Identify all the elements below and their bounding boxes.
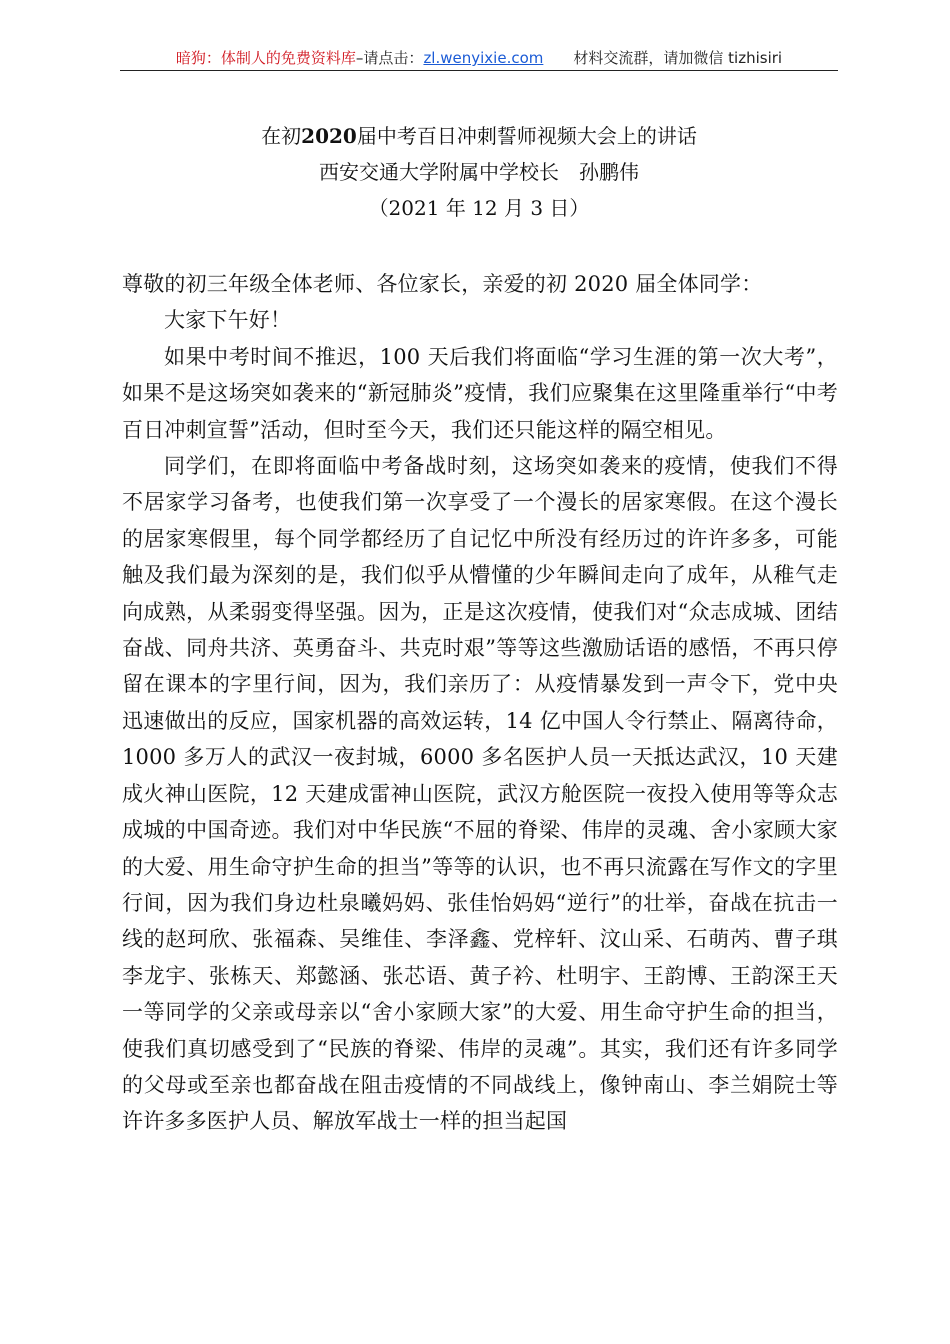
page-header bbox=[120, 44, 838, 72]
document-title-block bbox=[120, 118, 838, 226]
header-brand: 暗狗：体制人的免费资料库 bbox=[175, 49, 356, 67]
greeting: 大家下午好！ bbox=[164, 308, 292, 333]
header-link[interactable]: zl.wenyixie.com bbox=[423, 49, 544, 67]
document-date: （2021 年 12 月 3 日） bbox=[368, 196, 590, 220]
header-spacer bbox=[543, 49, 573, 67]
header-wechat: 材料交流群，请加微信 tizhisiri bbox=[573, 49, 783, 67]
document-body bbox=[122, 266, 838, 1140]
paragraph-2: 同学们，在即将面临中考备战时刻，这场突如袭来的疫情，使我们不得不居家学习备考，也使我们第一次享受了一个漫长的居家寒假。在这个漫长的居家寒假里，每个同学都经历了自记忆中所没有经历过的许许多多，可能触及我们最为深刻的是，我们似乎从懵懂的少年瞬间走向了成年，从稚气走向成熟，从柔弱变得坚强。因为，正是这次疫情，使我们对“众志成城、团结奋战、同舟共济、英勇奋斗、共克时艰”等等这些激励话语的感悟，不再只停留在课本的字里行间，因为，我们亲历了：从疫情暴发到一声令下，党中央迅速做出的反应，国家机器的高效运转，14 亿中国人令行禁止、隔离待命，1000 多万人的武汉一夜封城，6000 多名医护人员一天抵达武汉，10 天建成火神山医院，12 天建成雷神山医院，武汉方舱医院一夜投入使用等等众志成城的中国奇迹。我们对中华民族“不屈的脊梁、伟岸的灵魂、舍小家顾大家的大爱、用生命守护生命的担当”等等的认识，也不再只流露在写作文的字里行间，因为我们身边杜泉曦妈妈、张佳怡妈妈“逆行”的壮举，奋战在抗击一线的赵珂欣、张福森、吴维佳、李泽鑫、党梓轩、汶山采、石萌芮、曹子琪李龙宇、张栋天、郑懿涵、张芯语、黄子衿、杜明宇、王韵博、王韵深王天一等同学的父亲或母亲以“舍小家顾大家”的大爱、用生命守护生命的担当，使我们真切感受到了“民族的脊梁、伟岸的灵魂”。其实，我们还有许多同学的父母或至亲也都奋战在阻击疫情的不同战线上，像钟南山、李兰娟院士等许许多多医护人员、解放军战士一样的担当起国 bbox=[122, 454, 838, 1134]
header-divider bbox=[120, 70, 838, 71]
paragraph-1: 如果中考时间不推迟，100 天后我们将面临“学习生涯的第一次大考”，如果不是这场突如袭来的“新冠肺炎”疫情，我们应聚集在这里隆重举行“中考百日冲刺宣誓”活动，但时至今天，我们还只能这样的隔空相见。 bbox=[122, 344, 838, 442]
header-prompt: –请点击： bbox=[355, 49, 424, 67]
document-title: 在初2020届中考百日冲刺誓师视频大会上的讲话 bbox=[261, 124, 697, 148]
document-author: 西安交通大学附属中学校长 孙鹏伟 bbox=[319, 160, 639, 184]
salutation: 尊敬的初三年级全体老师、各位家长，亲爱的初 2020 届全体同学： bbox=[122, 272, 763, 296]
title-year: 2020 bbox=[301, 124, 357, 148]
